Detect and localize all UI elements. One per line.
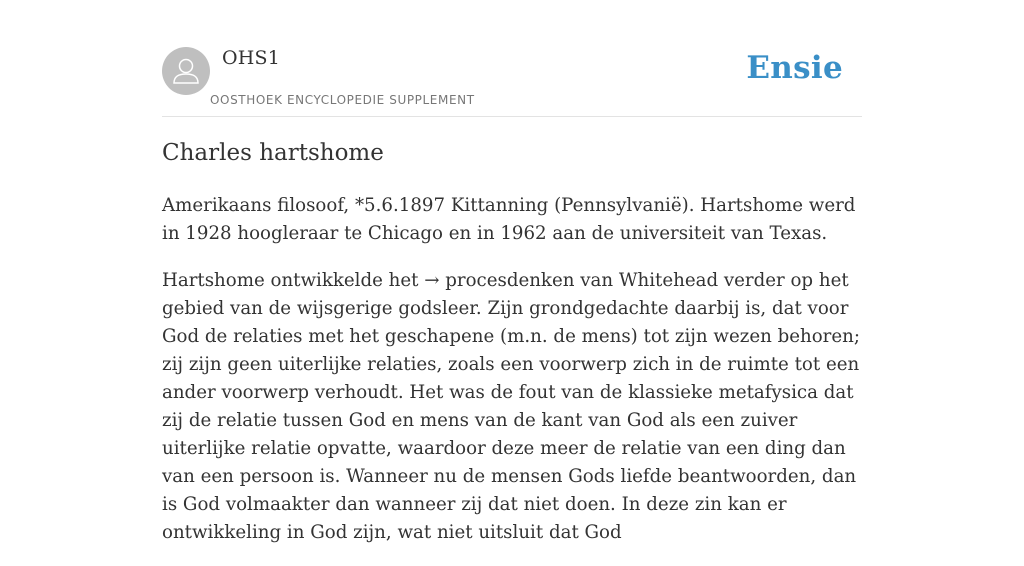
paragraph: Hartshome ontwikkelde het → procesdenken van Whitehead verder op het gebied van de wijsgerige godsleer. Zijn grondgedachte daarbij is, dat voor God de relaties met het geschapene (m.n. de mens) tot zijn wezen behoren; zij zijn geen uiterlijke relaties, zoals een voorwerp zich in de ruimte tot een ander voorwerp verhoudt. Het was de fout van de klassieke metafysica dat zij de relatie tussen God en mens van de kant van God als een zuiver uiterlijke relatie opvatte, waardoor deze meer de relatie van een ding dan van een persoon is. Wanneer nu de mensen Gods liefde beantwoorden, dan is God volmaakter dan wanneer zij dat niet doen. In deze zin kan er ontwikkeling in God zijn, wat niet uitsluit dat God bbox=[162, 270, 860, 543]
entry-body bbox=[162, 192, 866, 566]
paragraph: Amerikaans filosoof, *5.6.1897 Kittanning (Pennsylvanië). Hartshome werd in 1928 hoogleraar te Chicago en in 1962 aan de universiteit van Texas. bbox=[162, 195, 856, 244]
user-outline-icon bbox=[162, 47, 210, 95]
entry-header bbox=[162, 46, 862, 117]
source-label[interactable]: OOSTHOEK ENCYCLOPEDIE SUPPLEMENT bbox=[210, 93, 475, 107]
brand-logo[interactable]: Ensie bbox=[746, 50, 843, 86]
author-avatar[interactable] bbox=[162, 47, 210, 95]
author-name[interactable]: OHS1 bbox=[222, 47, 281, 69]
entry-title: Charles hartshome bbox=[162, 140, 384, 166]
